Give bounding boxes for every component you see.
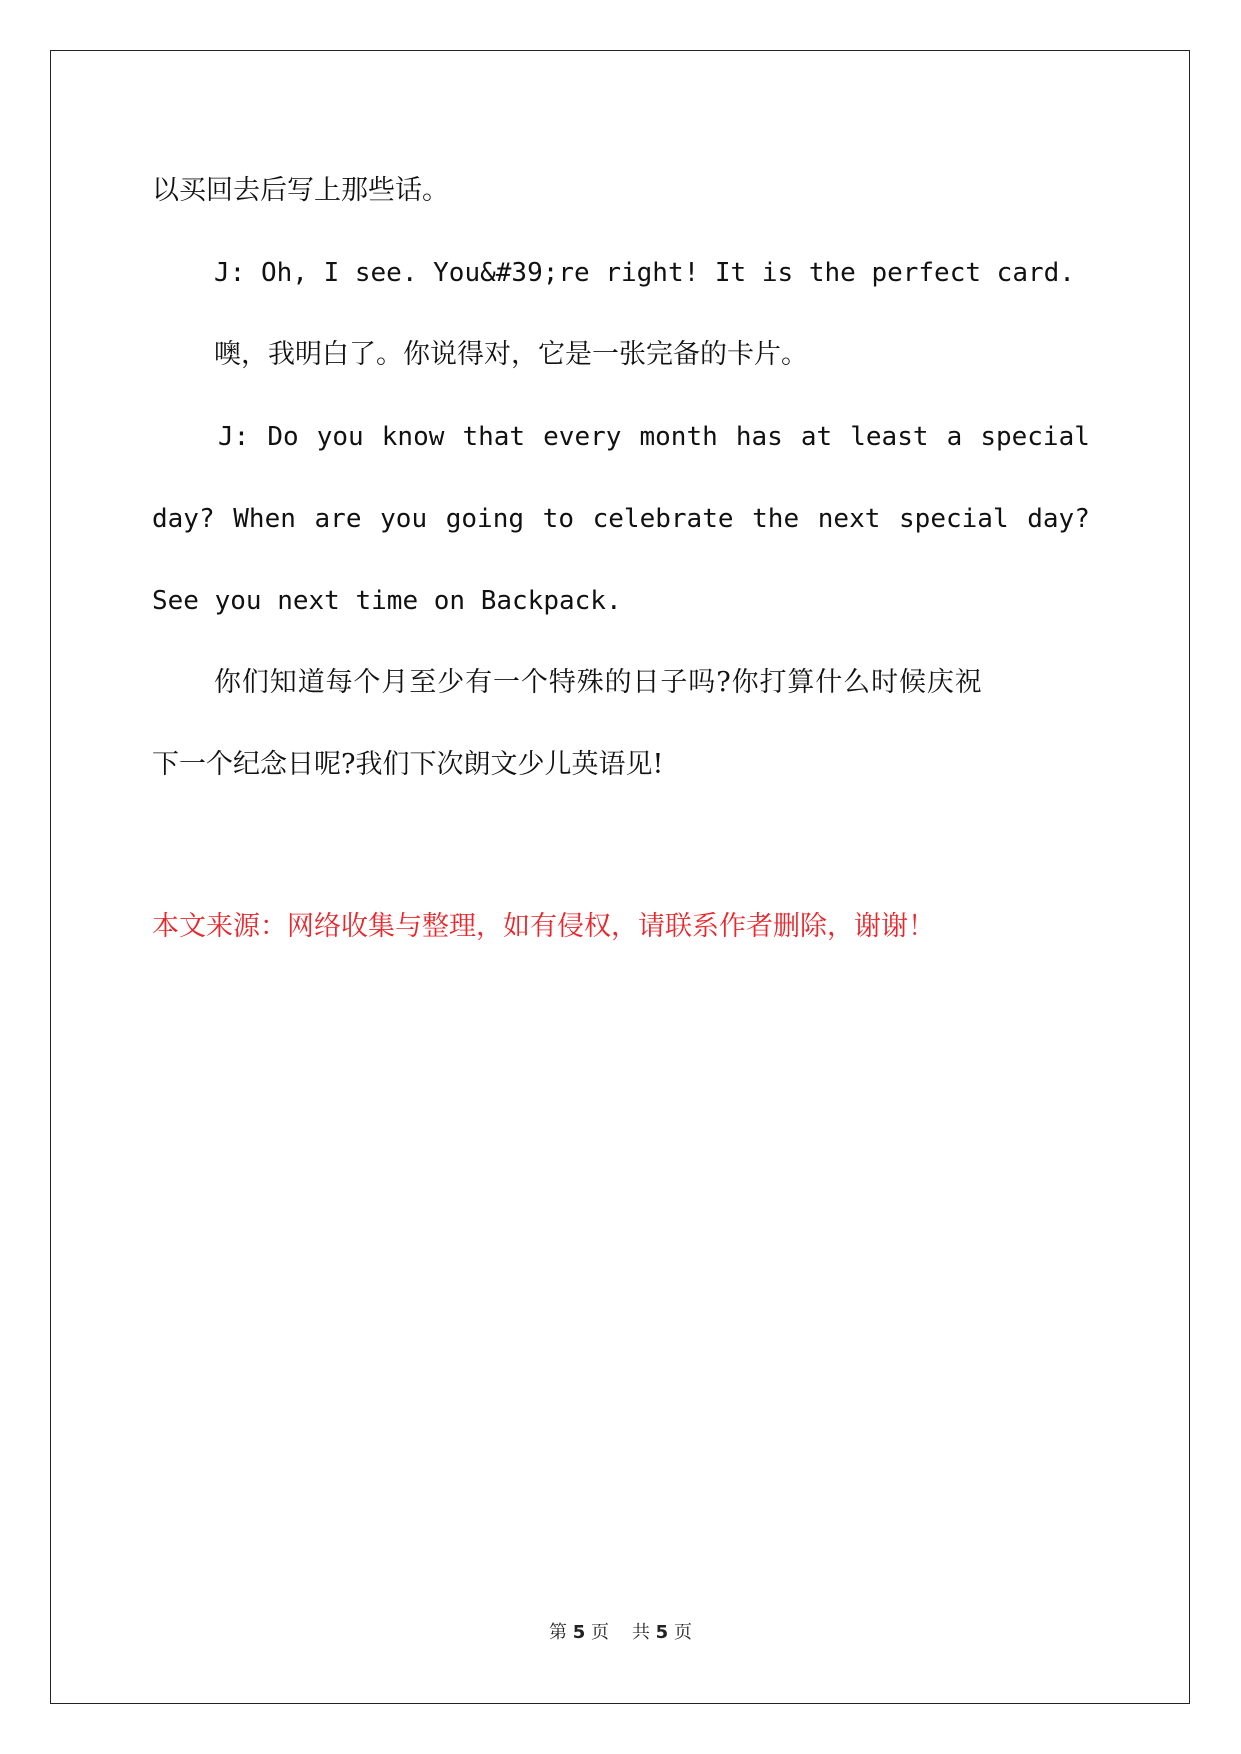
paragraph-4-line-2-word: day? <box>1027 504 1090 534</box>
footer-total-prefix: 共 <box>631 1622 650 1643</box>
paragraph-4-line-1-word: least <box>850 422 929 452</box>
paragraph-4-line-1-word: you <box>316 422 364 452</box>
paragraph-4-line-3: See you next time on Backpack. <box>152 586 622 616</box>
paragraph-4-line-2-word: you <box>380 504 428 534</box>
paragraph-5-line-1-text: 你们知道每个月至少有一个特殊的日子吗?你打算什么时候庆祝 <box>214 667 983 698</box>
paragraph-4-line-1-word: J: <box>218 422 250 452</box>
paragraph-4-line-2-word: going <box>445 504 525 534</box>
paragraph-4-line-2-word: When <box>233 504 296 534</box>
paragraph-4-line-1-word: that <box>462 422 526 452</box>
paragraph-4-line-1-word: has <box>735 422 783 452</box>
footer-page-suffix: 页 <box>591 1622 610 1643</box>
paragraph-4-line-1-word: a <box>946 422 963 452</box>
paragraph-4-line-1-word: every <box>543 422 622 452</box>
document-body <box>152 160 1090 978</box>
paragraph-4-line-1-word: month <box>639 422 718 452</box>
paragraph-4-line-2-word: the <box>752 504 800 534</box>
footer-total-suffix: 页 <box>673 1622 692 1643</box>
paragraph-4-line-1-word: Do <box>267 422 299 452</box>
footer-page-number: 5 <box>572 1622 586 1643</box>
paragraph-4-line-2-word: are <box>314 504 362 534</box>
paragraph-4-line-1-word: know <box>381 422 445 452</box>
paragraph-5-line-1 <box>152 652 1090 734</box>
footer-total-pages: 5 <box>655 1622 669 1643</box>
footer-prefix: 第 <box>549 1622 568 1643</box>
paragraph-4-line-2 <box>152 488 1090 570</box>
paragraph-2-english: J: Oh, I see. You&#39;re right! It is the perfect card. <box>214 258 1075 288</box>
paragraph-4-line-2-word: next <box>817 504 881 534</box>
paragraph-5-line-2: 下一个纪念日呢?我们下次朗文少儿英语见! <box>152 749 664 780</box>
paragraph-4-line-2-word: celebrate <box>592 504 734 534</box>
paragraph-4-line-1-word: special <box>980 422 1090 452</box>
spacer <box>152 816 1090 896</box>
source-note: 本文来源：网络收集与整理，如有侵权，请联系作者删除，谢谢！ <box>152 911 935 942</box>
paragraph-3-chinese: 噢，我明白了。你说得对，它是一张完备的卡片。 <box>214 339 808 370</box>
paragraph-1: 以买回去后写上那些话。 <box>152 175 449 206</box>
page-footer <box>0 1618 1241 1644</box>
paragraph-4-line-1 <box>152 406 1090 488</box>
paragraph-4-line-2-word: special <box>899 504 1009 534</box>
paragraph-4-line-2-word: day? <box>152 504 215 534</box>
paragraph-4-line-1-word: at <box>800 422 833 452</box>
paragraph-4-line-2-word: to <box>542 504 574 534</box>
